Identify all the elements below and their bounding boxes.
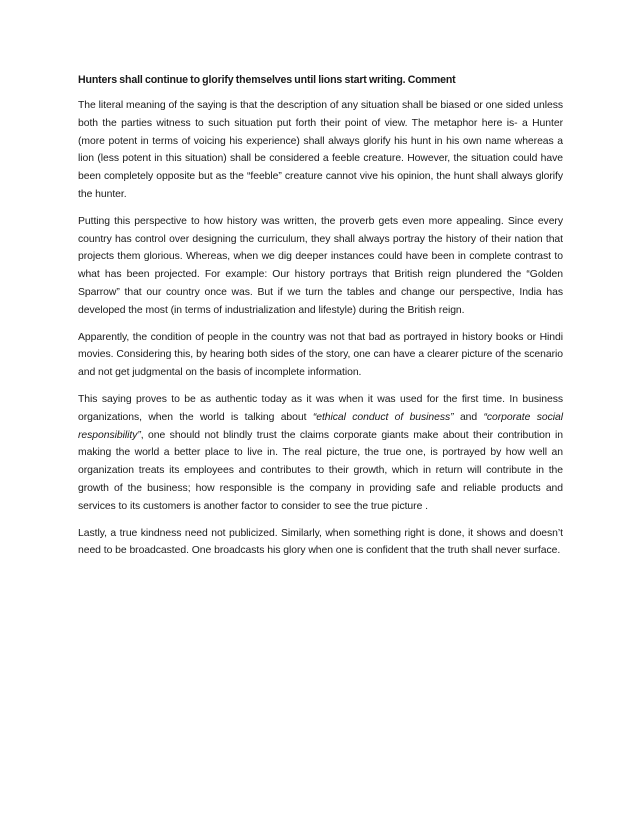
paragraph-2: Putting this perspective to how history was written, the proverb gets even more appealing. Since every country has control over designing the curriculum, they shall always portray the history of their nation that projects them glorious. Whereas, when we dig deeper instances could have been in complete contrast to what has been projected. For example: Our history portrays that British reign plundered the “Golden Sparrow” that our country once was. But if we turn the tables and change our perspective, India has developed the most (in terms of industrialization and lifestyle) during the British reign. — [78, 215, 563, 316]
paragraph-5: Lastly, a true kindness need not publicized. Similarly, when something right is done, it shows and doesn’t need to be broadcasted. One broadcasts his glory when one is confident that the truth shall never surface. — [78, 527, 563, 557]
paragraph-4 — [78, 391, 563, 516]
paragraph-4-text-1: This saying proves to be as authentic today as it was when it was used for the first time. In business organizations, when the world is talking about — [78, 393, 563, 423]
ethical-conduct-phrase: “ethical conduct of business” — [312, 411, 454, 423]
document-body — [78, 72, 563, 569]
paragraph-1: The literal meaning of the saying is that the description of any situation shall be biased or one sided unless both the parties witness to such situation put forth their point of view. The metaphor here is- a Hunter (more potent in terms of voicing his experience) shall always glorify his hunt in his own name whereas a lion (less potent in this situation) shall be considered a feeble creature. However, the situation could have been completely opposite but as the “feeble” creature cannot vive his opinion, the hunt shall always glorify the hunter. — [78, 100, 563, 200]
paragraph-3: Apparently, the condition of people in the country was not that bad as portrayed in history books or Hindi movies. Considering this, by hearing both sides of the story, one can have a clearer picture of the scenario and not get judgmental on the basis of incomplete information. — [78, 331, 563, 379]
csr-phrase: “corporate social responsibility” — [78, 411, 563, 441]
essay-title: Hunters shall continue to glorify themselves until lions start writing. Comment — [78, 74, 456, 86]
paragraph-4-text-2: and — [453, 411, 484, 423]
paragraph-4-text-3: , one should not blindly trust the claims corporate giants make about their contribution in making the world a better place to live in. The real picture, the true one, is portrayed by how well an organization treats its employees and contributes to their growth, which in return will contribute in the growth of the business; how responsible is the company in providing safe and reliable products and services to its customers is another factor to consider to see the true picture . — [78, 429, 563, 512]
